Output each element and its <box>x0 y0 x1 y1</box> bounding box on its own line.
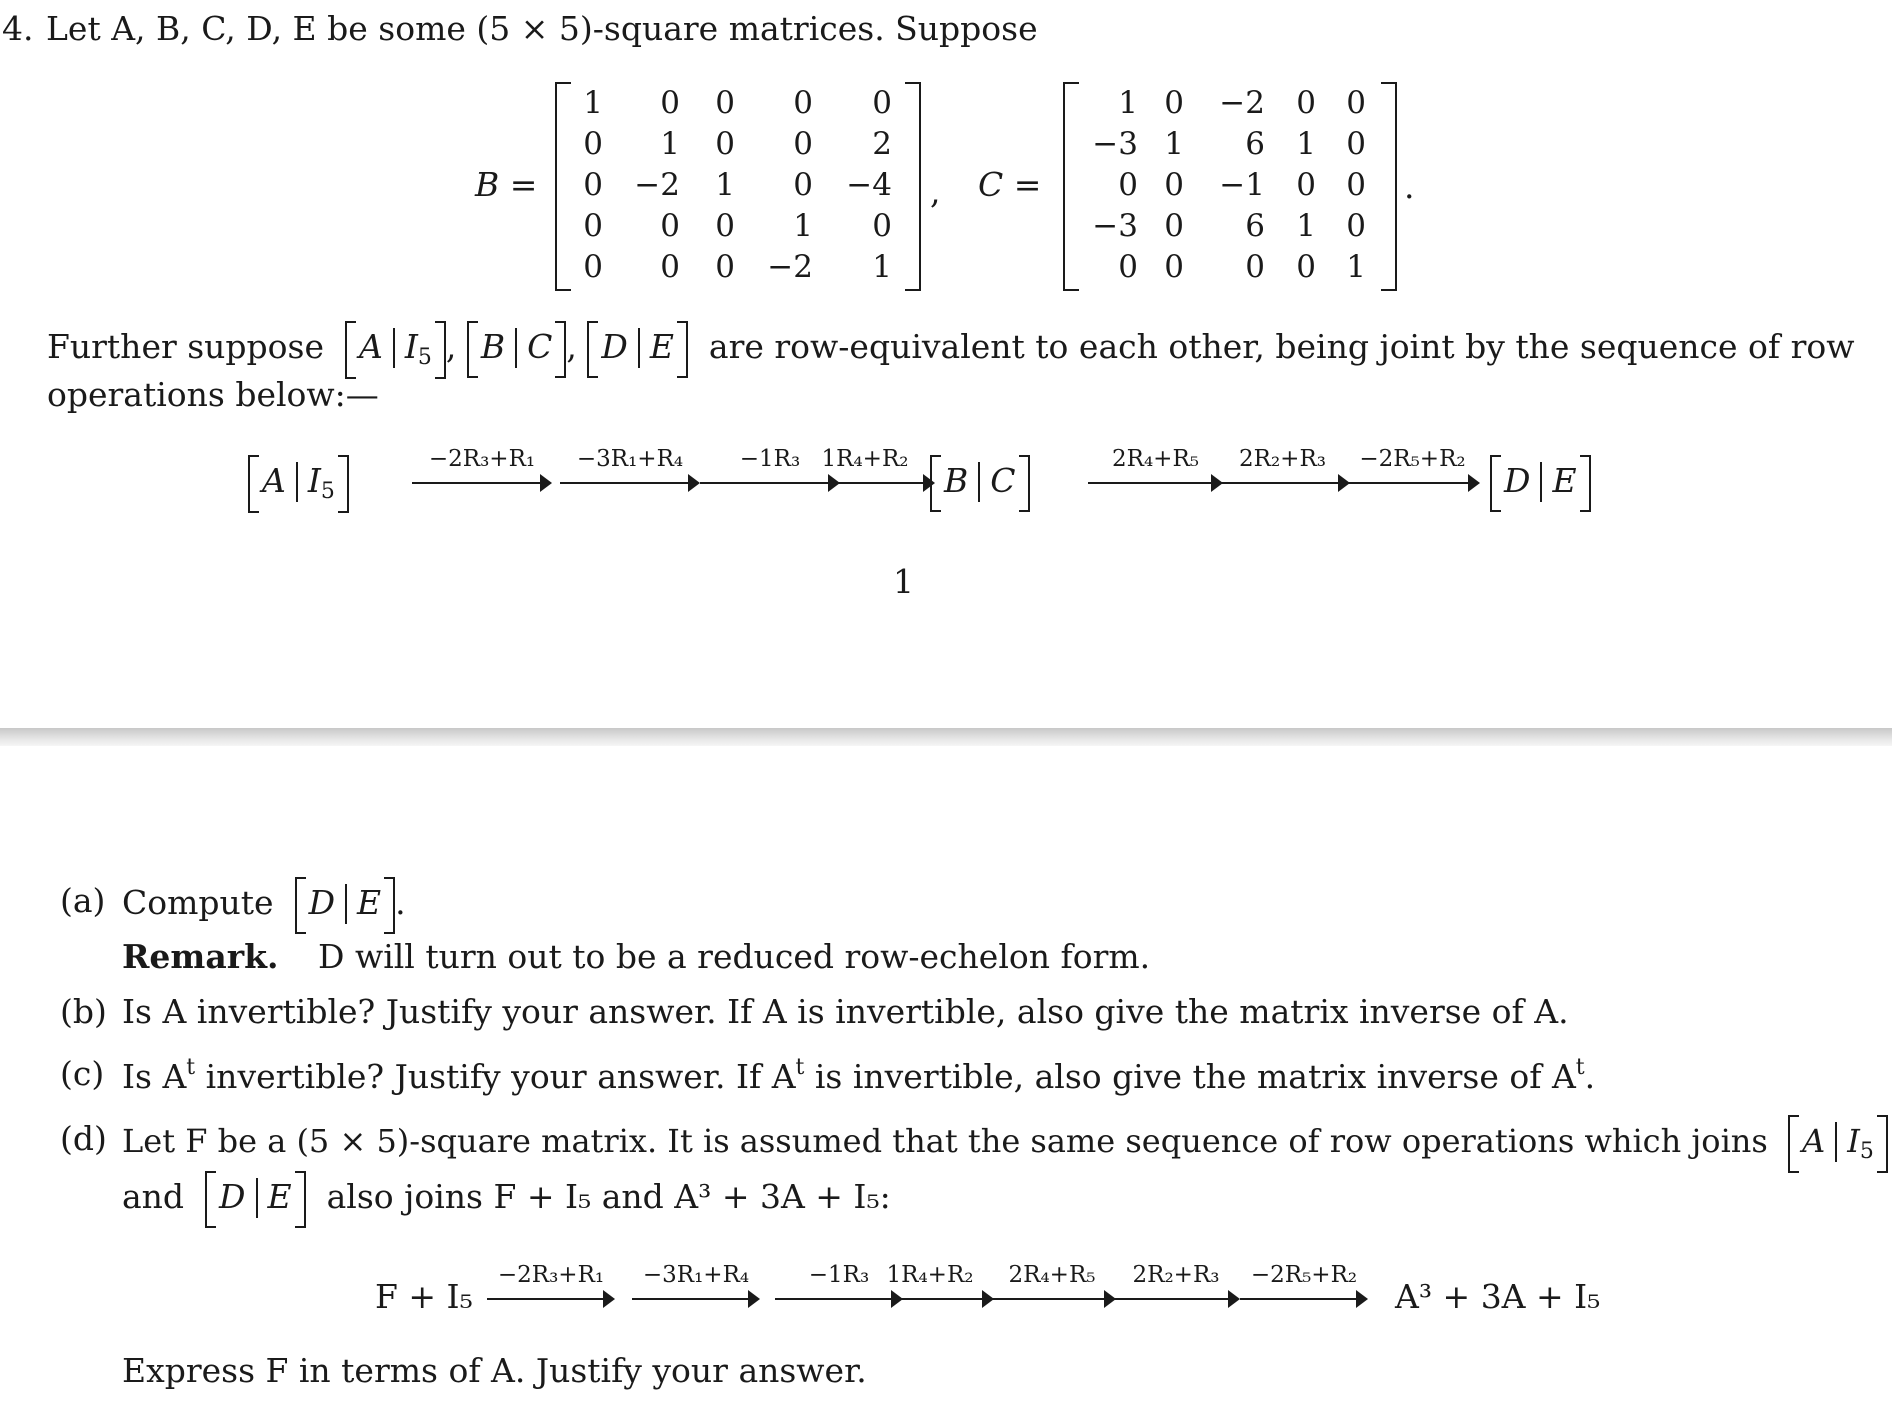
matrix-c-cell-5-3: 0 <box>1245 249 1265 285</box>
matrix-b-cell-1-2: 0 <box>660 85 680 121</box>
seq2-op-label-1: −2R₃+R₁ <box>497 1262 605 1288</box>
seq2-op-label-7: −2R₅+R₂ <box>1250 1262 1358 1288</box>
matrix-c-cell-2-1: −3 <box>1092 126 1138 162</box>
problem-number: 4. <box>2 9 34 48</box>
part-c-label: (c) <box>60 1054 105 1093</box>
matrix-c-right-bracket <box>1381 82 1397 291</box>
matrix-b-cell-3-2: −2 <box>634 167 680 203</box>
seq2-op-label-5: 2R₄+R₅ <box>1008 1262 1096 1288</box>
matrix-b-cell-3-4: 0 <box>793 167 813 203</box>
seq1-arrow-1 <box>412 446 552 496</box>
matrix-c-left-bracket <box>1063 82 1079 291</box>
matrix-c-cell-3-2: 0 <box>1164 167 1184 203</box>
matrix-b-cell-5-3: 0 <box>715 249 735 285</box>
matrix-b-cell-1-5: 0 <box>872 85 892 121</box>
part-d-text-2: and D E also joins F + I₅ and A³ + 3A + I₅: <box>122 1177 891 1216</box>
part-c-text: Is $A^t$ invertible? Justify your answer. If $A^t$ is invertible, also give the matrix inverse of $A^t$. <box>122 1055 1596 1096</box>
seq2-arrow-6 <box>1112 1262 1240 1312</box>
part-d-final: Express F in terms of A. Justify your answer. <box>122 1351 867 1390</box>
matrix-b-cell-2-1: 0 <box>583 126 603 162</box>
problem-intro: Let A, B, C, D, E be some (5 × 5)-square matrices. Suppose <box>46 9 1038 48</box>
remark-label: Remark. <box>122 937 279 976</box>
matrix-c-cell-4-5: 0 <box>1346 208 1366 244</box>
seq2-arrow-4 <box>866 1262 994 1312</box>
seq2-arrow-1 <box>487 1262 615 1312</box>
seq1-op-label-1: −2R₃+R₁ <box>428 446 536 472</box>
matrix-b-cell-5-4: −2 <box>767 249 813 285</box>
seq2-op-label-4: 1R₄+R₂ <box>886 1262 974 1288</box>
part-d-label: (d) <box>60 1119 107 1158</box>
matrix-c-cell-5-2: 0 <box>1164 249 1184 285</box>
seq1-op-label-4: 1R₄+R₂ <box>821 446 909 472</box>
matrix-c-cell-3-5: 0 <box>1346 167 1366 203</box>
matrix-b-right-bracket <box>905 82 921 291</box>
seq2-op-label-6: 2R₂+R₃ <box>1132 1262 1220 1288</box>
further-line-1: Further suppose A $I_5$ , B C , D E are row-equivalent to each other, being joint by the sequence of row <box>47 327 1855 370</box>
matrix-b-cell-3-5: −4 <box>846 167 892 203</box>
matrix-c-cell-4-2: 0 <box>1164 208 1184 244</box>
seq1-op-label-3: −1R₃ <box>739 446 801 472</box>
seq1b-op-label-2: 2R₂+R₃ <box>1239 446 1326 472</box>
matrix-c-cell-2-5: 0 <box>1346 126 1366 162</box>
matrix-c-cell-4-1: −3 <box>1092 208 1138 244</box>
seq1b-op-label-1: 2R₄+R₅ <box>1112 446 1199 472</box>
matrix-c-cell-2-3: 6 <box>1245 126 1265 162</box>
matrix-b-cell-5-2: 0 <box>660 249 680 285</box>
matrix-b-cell-2-3: 0 <box>715 126 735 162</box>
seq1-end: D E <box>1490 462 1591 502</box>
matrix-b-cell-1-3: 0 <box>715 85 735 121</box>
part-a-text: Compute D E . <box>122 883 406 922</box>
matrix-c-cell-2-4: 1 <box>1296 126 1316 162</box>
seq1-middle: B C <box>930 462 1030 502</box>
part-b-label: (b) <box>60 992 107 1031</box>
seq1b-op-label-3: −2R₅+R₂ <box>1359 446 1466 472</box>
matrix-b-cell-2-2: 1 <box>660 126 680 162</box>
matrix-b-cell-4-1: 0 <box>583 208 603 244</box>
part-d-text-1: Let F be a (5 × 5)-square matrix. It is assumed that the same sequence of row operations which joins A $I_5$ <box>122 1122 1888 1163</box>
matrix-b-cell-2-4: 0 <box>793 126 813 162</box>
matrix-c-cell-4-3: 6 <box>1245 208 1265 244</box>
matrix-c-cell-1-5: 0 <box>1346 85 1366 121</box>
seq2-start: F + I₅ <box>375 1277 473 1316</box>
seq1b-arrow-3 <box>1345 446 1480 496</box>
matrix-c-cell-1-3: −2 <box>1219 85 1265 121</box>
matrix-c-cell-4-4: 1 <box>1296 208 1316 244</box>
remark-text: D will turn out to be a reduced row-echelon form. <box>318 937 1151 976</box>
matrix-c-cell-1-2: 0 <box>1164 85 1184 121</box>
matrix-b-cell-4-5: 0 <box>872 208 892 244</box>
matrix-b-label: B = <box>475 165 538 204</box>
part-b-text: Is A invertible? Justify your answer. If A is invertible, also give the matrix inverse of A. <box>122 992 1569 1031</box>
matrix-c-cell-5-4: 0 <box>1296 249 1316 285</box>
matrix-b-cell-3-1: 0 <box>583 167 603 203</box>
matrix-b-cell-4-3: 0 <box>715 208 735 244</box>
matrix-b-cell-5-1: 0 <box>583 249 603 285</box>
matrix-c-cell-1-1: 1 <box>1118 85 1138 121</box>
matrix-period: . <box>1404 167 1415 206</box>
matrix-b-cell-1-1: 1 <box>583 85 603 121</box>
seq1b-arrow-1 <box>1088 446 1223 496</box>
seq2-op-label-2: −3R₁+R₄ <box>642 1262 750 1288</box>
seq2-arrow-5 <box>988 1262 1116 1312</box>
matrix-b-cell-3-3: 1 <box>715 167 735 203</box>
matrix-c-cell-1-4: 0 <box>1296 85 1316 121</box>
matrix-b-cell-4-2: 0 <box>660 208 680 244</box>
matrix-b-cell-4-4: 1 <box>793 208 813 244</box>
seq2-op-label-3: −1R₃ <box>808 1262 870 1288</box>
matrix-b-cell-1-4: 0 <box>793 85 813 121</box>
matrix-b-cell-2-5: 2 <box>872 126 892 162</box>
matrix-c-cell-2-2: 1 <box>1164 126 1184 162</box>
matrix-c-cell-5-5: 1 <box>1346 249 1366 285</box>
page-number: 1 <box>893 562 914 601</box>
matrix-c-cell-5-1: 0 <box>1118 249 1138 285</box>
seq1-arrow-4 <box>795 446 935 496</box>
matrix-c-label: C = <box>978 165 1042 204</box>
seq1b-arrow-2 <box>1215 446 1350 496</box>
seq2-arrow-2 <box>632 1262 760 1312</box>
page-divider <box>0 728 1892 746</box>
matrix-c-cell-3-1: 0 <box>1118 167 1138 203</box>
matrix-comma: , <box>930 172 941 211</box>
seq1-op-label-2: −3R₁+R₄ <box>576 446 684 472</box>
matrix-c-cell-3-3: −1 <box>1219 167 1265 203</box>
matrix-c-cell-3-4: 0 <box>1296 167 1316 203</box>
part-a-label: (a) <box>60 881 106 920</box>
seq1-start: A $I_5$ <box>248 462 349 503</box>
seq1-arrow-2 <box>560 446 700 496</box>
seq2-arrow-7 <box>1240 1262 1368 1312</box>
matrix-b-cell-5-5: 1 <box>872 249 892 285</box>
seq2-end: A³ + 3A + I₅ <box>1395 1277 1601 1316</box>
further-line-2: operations below:— <box>47 375 379 414</box>
